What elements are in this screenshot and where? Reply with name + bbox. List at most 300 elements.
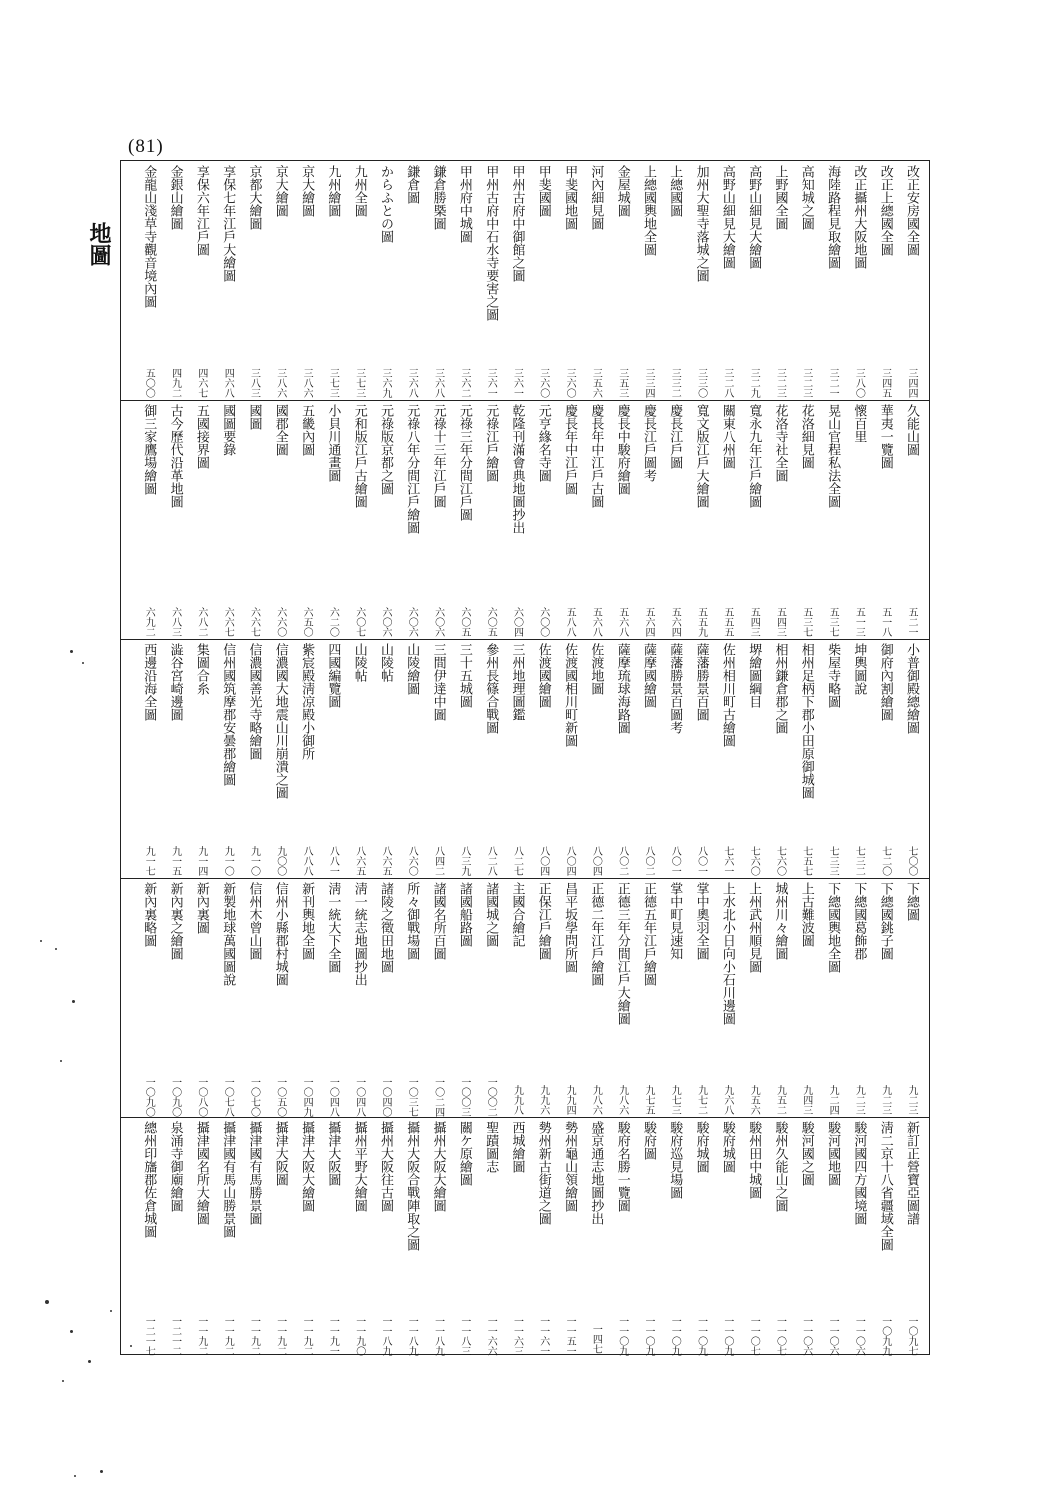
index-entry (741, 878, 765, 1117)
entry-title: 攝津國有馬勝景圖 (246, 1121, 262, 1225)
entry-page-number: 九七五 (643, 1085, 654, 1115)
index-entry (873, 400, 897, 639)
entry-page-number: 六六七 (248, 607, 260, 637)
index-entry (505, 1117, 529, 1356)
entry-page-number: 一〇七〇 (248, 1077, 260, 1117)
index-entry (163, 161, 187, 400)
entry-page-number: 三六〇 (537, 368, 549, 398)
entry-page-number: 六〇〇 (537, 607, 549, 637)
entry-title: 元和版江戶古繪圖 (351, 404, 367, 508)
scan-speck (72, 1000, 75, 1003)
index-entry (531, 400, 555, 639)
index-entry (610, 161, 634, 400)
index-entry (505, 400, 529, 639)
index-band-1 (121, 161, 929, 400)
index-band-3 (121, 639, 929, 878)
entry-title: 上古難波圖 (798, 882, 814, 947)
entry-page-number: 五五五 (721, 607, 733, 637)
index-entry (452, 639, 476, 878)
entry-title: 五畿內圖 (299, 404, 315, 456)
index-entry (478, 639, 502, 878)
entry-title: 享保七年江戶大繪圖 (220, 165, 236, 282)
entry-title: 慶長中駿府繪圖 (614, 404, 630, 495)
entry-page-number: 五三七 (800, 607, 812, 637)
entry-title: 攝州大阪大繪圖 (430, 1121, 446, 1212)
entry-page-number: 一一〇九 (616, 1316, 628, 1356)
entry-page-number: 一一九二 (248, 1316, 260, 1356)
entry-title: 正德二年江戶繪圖 (588, 882, 604, 986)
index-entry (268, 161, 292, 400)
index-entry (662, 639, 686, 878)
index-entry (899, 161, 923, 400)
entry-page-number: 三八〇 (853, 368, 865, 398)
index-entry (820, 639, 844, 878)
entry-page-number: 一一〇九 (695, 1316, 707, 1356)
entry-title: 正保江戶繪圖 (535, 882, 551, 960)
entry-page-number: 五一八 (879, 607, 891, 637)
entry-page-number: 一一〇六 (853, 1316, 865, 1356)
entry-page-number: 六九二 (143, 607, 155, 637)
entry-title: 下總國輿地全圖 (825, 882, 841, 973)
entry-title: 正德五年江戶繪圖 (641, 882, 656, 986)
entry-page-number: 一四七 (590, 1324, 602, 1354)
entry-page-number: 一一〇九 (643, 1316, 654, 1356)
index-entry (846, 878, 870, 1117)
entry-title: 盛京通志地圖抄出 (588, 1121, 604, 1225)
scan-speck (130, 1345, 132, 1347)
entry-title: 三州地理圖鑑 (509, 643, 525, 721)
entry-title: 攝州大阪往古圖 (378, 1121, 393, 1212)
entry-title: 山陵帖 (351, 643, 367, 682)
entry-page-number: 一〇四〇 (380, 1077, 391, 1117)
entry-title: 上水北小日向小石川邊圖 (719, 882, 735, 1025)
entry-page-number: 一〇九九 (879, 1316, 891, 1356)
entry-page-number: 七六〇 (774, 846, 786, 876)
index-entry (347, 878, 371, 1117)
entry-page-number: 九二三 (853, 1085, 865, 1115)
scan-speck (88, 1360, 91, 1363)
index-entry (741, 161, 765, 400)
index-entry (189, 639, 213, 878)
entry-title: 勢州龜山領繪圖 (562, 1121, 578, 1212)
index-entry (820, 1117, 844, 1356)
entry-page-number: 三七三 (353, 368, 365, 398)
index-entry (399, 161, 423, 400)
index-entry (846, 1117, 870, 1356)
index-entry (610, 639, 634, 878)
index-entry (715, 1117, 739, 1356)
entry-title: 元祿十三年江戶圖 (430, 404, 446, 508)
entry-title: 慶長江戶圖考 (641, 404, 656, 482)
entry-title: 海陸路程見取繪圖 (825, 165, 841, 269)
entry-title: 柴屋寺略圖 (825, 643, 841, 708)
entry-page-number: 六〇六 (380, 607, 391, 637)
entry-title: 佐渡國繪圖 (535, 643, 551, 708)
index-entry (768, 878, 792, 1117)
entry-title: 四國編覽圖 (325, 643, 341, 708)
entry-page-number: 八六五 (353, 846, 365, 876)
entry-page-number: 一〇九七 (906, 1316, 917, 1356)
entry-title: 金屋城圖 (614, 165, 630, 217)
entry-title: 昌平坂學問所圖 (562, 882, 578, 973)
entry-title: 寬永九年江戶繪圖 (746, 404, 762, 508)
entry-page-number: 七六一 (721, 846, 733, 876)
entry-page-number: 五二一 (906, 607, 917, 637)
entry-page-number: 一一六六 (485, 1316, 497, 1356)
index-entry (583, 1117, 607, 1356)
entry-page-number: 八八八 (301, 846, 313, 876)
scan-speck (70, 1330, 73, 1333)
entry-title: 高知城之圖 (798, 165, 814, 230)
index-entry (610, 1117, 634, 1356)
scan-speck (45, 1300, 49, 1304)
entry-title: 淸二京十八省疆域全圖 (877, 1121, 893, 1251)
entry-page-number: 一〇八〇 (195, 1077, 207, 1117)
entry-page-number: 三二一 (827, 368, 839, 398)
entry-title: 上州武州順見圖 (746, 882, 762, 973)
index-entry (715, 639, 739, 878)
index-entry (689, 878, 713, 1117)
entry-title: 信州國筑摩郡安曇郡繪圖 (220, 643, 236, 786)
entry-page-number: 七五七 (800, 846, 812, 876)
entry-title: 元亨緣名寺圖 (535, 404, 551, 482)
index-table (120, 160, 930, 1355)
entry-title: 慶長江戶圖 (667, 404, 683, 469)
index-entry (636, 639, 660, 878)
index-entry (715, 161, 739, 400)
index-entry (215, 400, 239, 639)
entry-title: 駿州田中城圖 (746, 1121, 762, 1199)
entry-page-number: 五六四 (643, 607, 654, 637)
entry-page-number: 一〇四八 (353, 1077, 365, 1117)
entry-title: 甲州古府中石水寺要害之圖 (483, 165, 499, 321)
index-entry (189, 878, 213, 1117)
entry-title: 主國合繪記 (509, 882, 525, 947)
entry-page-number: 八〇二 (643, 846, 654, 876)
entry-title: 信濃國善光寺略繪圖 (246, 643, 262, 760)
entry-page-number: 六六〇 (274, 607, 286, 637)
entry-title: 甲斐國圖 (535, 165, 551, 217)
scan-speck (40, 940, 42, 942)
index-entry (873, 161, 897, 400)
entry-page-number: 九〇〇 (274, 846, 286, 876)
entry-title: 新內裏略圖 (141, 882, 157, 947)
index-entry (294, 400, 318, 639)
index-entry (899, 878, 923, 1117)
index-entry (531, 878, 555, 1117)
index-entry (846, 400, 870, 639)
index-entry (557, 639, 581, 878)
index-entry (347, 161, 371, 400)
index-entry (715, 878, 739, 1117)
entry-title: 上總國圖 (667, 165, 683, 217)
index-entry (531, 639, 555, 878)
entry-title: 攝州大阪合戰陣取之圖 (404, 1121, 420, 1251)
entry-title: 元祿版京都之圖 (378, 404, 393, 495)
scan-speck (62, 1380, 64, 1382)
entry-title: 信濃國大地震山川崩潰之圖 (272, 643, 288, 799)
index-entry (662, 400, 686, 639)
index-entry (505, 878, 529, 1117)
entry-page-number: 一〇〇三 (458, 1077, 470, 1117)
index-entry (478, 1117, 502, 1356)
entry-page-number: 九一七 (143, 846, 155, 876)
entry-title: 攝津大阪圖 (272, 1121, 288, 1186)
index-entry (899, 639, 923, 878)
entry-title: 九州全圖 (351, 165, 367, 217)
index-band-2 (121, 400, 929, 639)
entry-title: 聖蹟圖志 (483, 1121, 499, 1173)
entry-page-number: 九一五 (169, 846, 181, 876)
index-entry (136, 1117, 160, 1356)
entry-page-number: 一一九二 (274, 1316, 286, 1356)
index-entry (820, 878, 844, 1117)
entry-page-number: 一〇七八 (222, 1077, 234, 1117)
entry-title: 寬文版江戶大繪圖 (693, 404, 709, 508)
entry-page-number: 六五〇 (301, 607, 313, 637)
index-entry (557, 161, 581, 400)
entry-page-number: 九一〇 (248, 846, 260, 876)
index-entry (347, 639, 371, 878)
entry-page-number: 六八二 (195, 607, 207, 637)
entry-page-number: 八〇四 (537, 846, 549, 876)
entry-page-number: 八八一 (327, 846, 339, 876)
entry-page-number: 七〇〇 (906, 846, 917, 876)
entry-page-number: 八〇二 (616, 846, 628, 876)
entry-page-number: 三八六 (301, 368, 313, 398)
entry-title: 新刊輿地全圖 (299, 882, 315, 960)
index-entry (215, 878, 239, 1117)
entry-title: 下總國銚子圖 (877, 882, 893, 960)
entry-page-number: 三三四 (643, 368, 654, 398)
entry-title: 佐州相川町古繪圖 (719, 643, 735, 747)
entry-page-number: 九八六 (616, 1085, 628, 1115)
index-entry (794, 878, 818, 1117)
index-entry (873, 1117, 897, 1356)
index-entry (452, 400, 476, 639)
entry-page-number: 三五六 (590, 368, 602, 398)
index-entry (242, 639, 266, 878)
page-number: (81) (128, 136, 164, 157)
entry-title: 花洛寺社全圖 (772, 404, 788, 482)
index-entry (899, 1117, 923, 1356)
entry-page-number: 一一〇六 (827, 1316, 839, 1356)
entry-page-number: 五四三 (774, 607, 786, 637)
entry-title: 華夷一覽圖 (877, 404, 893, 469)
scan-speck (74, 1475, 76, 1477)
index-entry (873, 878, 897, 1117)
index-entry (294, 161, 318, 400)
index-entry (662, 1117, 686, 1356)
entry-page-number: 三三〇 (695, 368, 707, 398)
entry-title: 國圖 (246, 404, 262, 430)
scan-speck (100, 1470, 103, 1473)
entry-page-number: 五五九 (695, 607, 707, 637)
index-entry (794, 1117, 818, 1356)
index-entry (373, 1117, 397, 1356)
entry-page-number: 六〇四 (511, 607, 523, 637)
index-entry (242, 400, 266, 639)
entry-title: 駿河國地圖 (825, 1121, 841, 1186)
index-entry (373, 878, 397, 1117)
entry-page-number: 三二八 (721, 368, 733, 398)
entry-title: 堺繪圖綱目 (746, 643, 762, 708)
entry-page-number: 四九二 (169, 368, 181, 398)
index-entry (768, 161, 792, 400)
index-entry (478, 878, 502, 1117)
index-entry (347, 400, 371, 639)
entry-page-number: 一一九二 (195, 1316, 207, 1356)
entry-page-number: 一〇五〇 (274, 1077, 286, 1117)
scan-speck (60, 1060, 62, 1062)
index-entry (320, 400, 344, 639)
entry-page-number: 四六七 (195, 368, 207, 398)
index-entry (662, 161, 686, 400)
entry-title: 佐渡地圖 (588, 643, 604, 695)
entry-page-number: 三六一 (511, 368, 523, 398)
entry-title: 參州長篠合戰圖 (483, 643, 499, 734)
entry-title: 京大繪圖 (299, 165, 315, 217)
index-entry (794, 161, 818, 400)
entry-title: 金銀山繪圖 (167, 165, 183, 230)
entry-page-number: 三六二 (458, 368, 470, 398)
entry-title: 駿府城圖 (719, 1121, 735, 1173)
entry-title: 下總國葛飾郡 (851, 882, 867, 960)
entry-title: 淸一統大下全圖 (325, 882, 341, 973)
index-entry (505, 161, 529, 400)
index-entry (689, 1117, 713, 1356)
entry-page-number: 六〇五 (485, 607, 497, 637)
entry-page-number: 一一九〇 (353, 1316, 365, 1356)
entry-page-number: 三二九 (748, 368, 760, 398)
entry-title: 甲州古府中御館之圖 (509, 165, 525, 282)
entry-title: 小貝川通畫圖 (325, 404, 341, 482)
index-entry (583, 639, 607, 878)
index-entry (294, 1117, 318, 1356)
entry-page-number: 六八三 (169, 607, 181, 637)
entry-title: 駿府巡見場圖 (667, 1121, 683, 1199)
entry-title: 攝津大阪圖 (325, 1121, 341, 1186)
entry-page-number: 三三二 (669, 368, 681, 398)
index-entry (452, 1117, 476, 1356)
entry-title: 新製地球萬國圖說 (220, 882, 236, 986)
entry-title: 河內細見圖 (588, 165, 604, 230)
entry-title: 京大繪圖 (272, 165, 288, 217)
entry-title: 元祿八年分間江戶繪圖 (404, 404, 420, 534)
entry-title: 西城繪圖 (509, 1121, 525, 1173)
entry-page-number: 一一八九 (406, 1316, 418, 1356)
index-entry (399, 878, 423, 1117)
entry-title: 高野山細見大繪圖 (719, 165, 735, 269)
entry-page-number: 三六九 (380, 368, 391, 398)
entry-title: 泉涌寺御廟繪圖 (167, 1121, 183, 1212)
entry-title: 諸國名所百圖 (430, 882, 446, 960)
entry-page-number: 一二一二 (169, 1316, 181, 1356)
entry-title: 相州足柄下郡小田原御城圖 (798, 643, 814, 799)
entry-page-number: 九八六 (590, 1085, 602, 1115)
index-entry (741, 400, 765, 639)
entry-page-number: 一〇九〇 (143, 1077, 155, 1117)
entry-page-number: 一〇三七 (406, 1077, 418, 1117)
entry-page-number: 一一九一 (327, 1316, 339, 1356)
index-entry (399, 400, 423, 639)
index-entry (741, 1117, 765, 1356)
index-entry (136, 878, 160, 1117)
entry-page-number: 九一四 (195, 846, 207, 876)
index-entry (294, 639, 318, 878)
index-entry (557, 878, 581, 1117)
entry-page-number: 五六八 (590, 607, 602, 637)
entry-title: 上野國全圖 (772, 165, 788, 230)
index-entry (873, 639, 897, 878)
entry-page-number: 三二三 (774, 368, 786, 398)
entry-page-number: 九九四 (564, 1085, 576, 1115)
entry-title: 攝津國有馬山勝景圖 (220, 1121, 236, 1238)
index-entry (163, 639, 187, 878)
entry-page-number: 一一六三 (511, 1316, 523, 1356)
entry-page-number: 一二一七 (143, 1316, 155, 1356)
index-entry (899, 400, 923, 639)
entry-page-number: 三六八 (432, 368, 444, 398)
entry-page-number: 一一〇七 (774, 1316, 786, 1356)
index-band-5 (121, 1117, 929, 1356)
index-entry (294, 878, 318, 1117)
entry-title: 西邊沿海全圖 (141, 643, 157, 721)
entry-title: 小普御殿總繪圖 (904, 643, 919, 734)
entry-title: 諸國城之圖 (483, 882, 499, 947)
index-entry (610, 878, 634, 1117)
entry-page-number: 五六八 (616, 607, 628, 637)
entry-title: 關東八州圖 (719, 404, 735, 469)
index-entry (583, 400, 607, 639)
entry-page-number: 六六七 (222, 607, 234, 637)
entry-page-number: 一〇九〇 (169, 1077, 181, 1117)
entry-title: 甲州府中城圖 (456, 165, 472, 243)
entry-title: 掌中奧羽全圖 (693, 882, 709, 960)
entry-title: 駿府城圖 (693, 1121, 709, 1173)
index-entry (583, 161, 607, 400)
entry-title: 信州木曾山圖 (246, 882, 262, 960)
entry-page-number: 九九八 (511, 1085, 523, 1115)
entry-title: 坤輿圖說 (851, 643, 867, 695)
index-entry (452, 878, 476, 1117)
index-entry (163, 878, 187, 1117)
entry-page-number: 四六八 (222, 368, 234, 398)
entry-page-number: 八二七 (511, 846, 523, 876)
entry-page-number: 九七二 (695, 1085, 707, 1115)
entry-page-number: 九一〇 (222, 846, 234, 876)
entry-title: 新訂正營寶亞圖譜 (904, 1121, 919, 1225)
entry-title: 薩摩國繪圖 (641, 643, 656, 708)
index-entry (215, 639, 239, 878)
entry-page-number: 三五三 (616, 368, 628, 398)
entry-page-number: 五〇〇 (143, 368, 155, 398)
index-entry (320, 1117, 344, 1356)
entry-page-number: 九五六 (748, 1085, 760, 1115)
entry-title: 甲斐國地圖 (562, 165, 578, 230)
index-entry (189, 161, 213, 400)
index-entry (689, 161, 713, 400)
entry-page-number: 一一八九 (380, 1316, 391, 1356)
entry-title: 佐渡國相川町新圖 (562, 643, 578, 747)
index-entry (478, 400, 502, 639)
entry-title: 駿河國四方國境圖 (851, 1121, 867, 1225)
entry-title: 京都大繪圖 (246, 165, 262, 230)
entry-title: 駿府名勝一覽圖 (614, 1121, 630, 1212)
index-entry (478, 161, 502, 400)
entry-page-number: 八〇一 (695, 846, 707, 876)
scan-speck (70, 650, 73, 653)
